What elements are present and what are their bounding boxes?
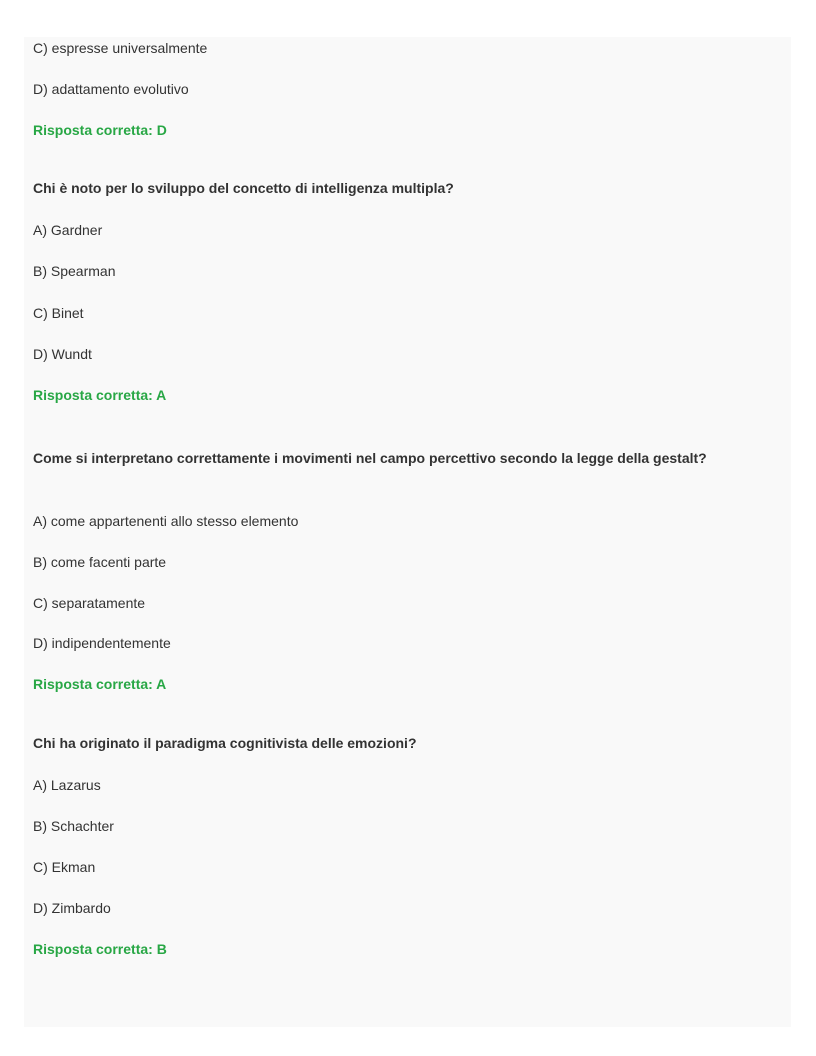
option-d: D) Wundt [33, 346, 92, 362]
option-c: C) Ekman [33, 859, 96, 875]
question-text: Chi ha originato il paradigma cognitivista delle emozioni? [33, 735, 417, 751]
option-a: A) Gardner [33, 222, 103, 238]
option-c: C) Binet [33, 305, 84, 321]
correct-answer: Risposta corretta: D [33, 122, 167, 138]
correct-answer: Risposta corretta: B [33, 941, 167, 957]
option-d: D) Zimbardo [33, 900, 111, 916]
option-a: A) come appartenenti allo stesso elemento [33, 513, 299, 529]
option-a: A) Lazarus [33, 777, 101, 793]
correct-answer: Risposta corretta: A [33, 387, 167, 403]
option-d: D) indipendentemente [33, 635, 171, 651]
option-c: C) espresse universalmente [33, 40, 208, 56]
option-b: B) Spearman [33, 263, 116, 279]
question-text: Chi è noto per lo sviluppo del concetto di intelligenza multipla? [33, 180, 454, 196]
option-d: D) adattamento evolutivo [33, 81, 189, 97]
option-b: B) come facenti parte [33, 554, 167, 570]
correct-answer: Risposta corretta: A [33, 676, 167, 692]
option-b: B) Schachter [33, 818, 114, 834]
option-c: C) separatamente [33, 595, 146, 611]
question-text: Come si interpretano correttamente i movimenti nel campo percettivo secondo la legge della gestalt? [33, 450, 707, 466]
